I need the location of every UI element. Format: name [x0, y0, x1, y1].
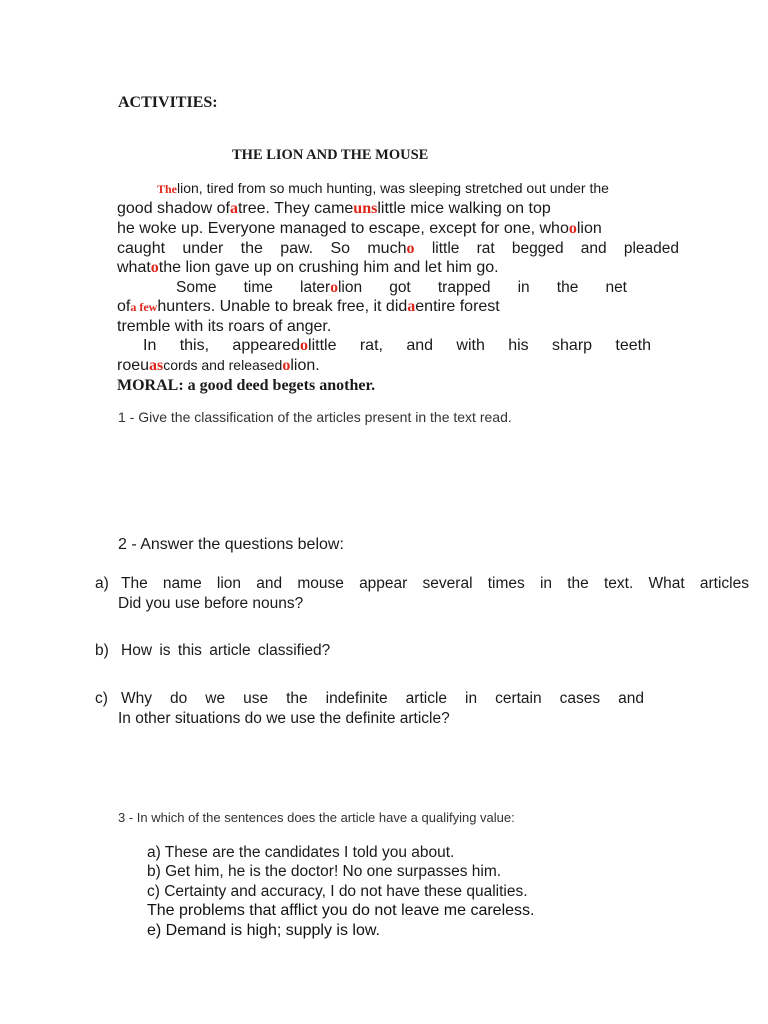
story-text: lion got trapped in the net: [337, 279, 627, 296]
story-line-4: [117, 240, 679, 258]
article-marker: The: [157, 182, 178, 196]
question-2c-line-1: Why do we use the indefinite article in certain cases and: [121, 690, 644, 707]
story-line-3: [117, 220, 602, 238]
article-marker: o: [568, 220, 577, 237]
story-line-9: [143, 337, 651, 355]
article-marker: a: [229, 200, 238, 217]
story-text: In this, appeared: [143, 337, 301, 354]
article-marker: as: [149, 357, 164, 374]
article-marker: o: [330, 279, 338, 296]
article-marker: o: [300, 337, 309, 354]
story-line-5: [117, 259, 499, 277]
question-3-option: e) Demand is high; supply is low.: [147, 922, 380, 939]
story-text: of: [117, 298, 131, 315]
article-marker: a few: [130, 300, 158, 314]
question-3-option: c) Certainty and accuracy, I do not have these qualities.: [147, 883, 528, 900]
article-marker: uns: [353, 200, 378, 217]
question-2c-line-2: In other situations do we use the definite article?: [118, 710, 450, 727]
question-3-option: The problems that afflict you do not leave me careless.: [147, 902, 535, 919]
question-2c-marker: c): [95, 690, 108, 707]
story-text: hunters. Unable to break free, it did: [157, 298, 408, 315]
story-line-1: [157, 180, 609, 197]
question-2a-marker: a): [95, 575, 109, 592]
activities-heading: ACTIVITIES:: [118, 94, 218, 111]
article-marker: a: [407, 298, 416, 315]
article-marker: o: [150, 259, 159, 276]
story-text: cords and released: [163, 357, 283, 373]
question-3-option: b) Get him, he is the doctor! No one surpasses him.: [147, 863, 502, 880]
story-text: little mice walking on top: [377, 200, 551, 217]
story-line-2: [117, 200, 551, 218]
story-text: he woke up. Everyone managed to escape, except for one, who: [117, 220, 569, 237]
story-text: what: [117, 259, 151, 276]
story-text: roe: [117, 357, 141, 374]
question-3-option: a) These are the candidates I told you about.: [147, 844, 455, 861]
story-text: lion: [576, 220, 602, 237]
story-title: THE LION AND THE MOUSE: [232, 147, 429, 163]
story-text: little rat begged and pleaded: [431, 240, 679, 257]
story-text: good shadow of: [117, 200, 230, 217]
story-line-8: tremble with its roars of anger.: [117, 318, 332, 335]
question-2a-line-1: The name lion and mouse appear several times in the text. What articles: [121, 575, 749, 592]
question-1: 1 - Give the classification of the articles present in the text read.: [118, 409, 512, 425]
story-line-6: [176, 279, 627, 297]
question-3: 3 - In which of the sentences does the article have a qualifying value:: [118, 810, 515, 825]
article-marker: o: [406, 240, 415, 257]
question-2b-marker: b): [95, 642, 109, 659]
story-text: Some time later: [176, 279, 331, 296]
story-text: little rat, and with his sharp teeth: [308, 337, 651, 354]
question-2b: How is this article classified?: [121, 642, 331, 659]
story-text: lion, tired from so much hunting, was sleeping stretched out under the: [177, 180, 609, 196]
story-line-10: [117, 357, 320, 375]
story-line-7: [117, 298, 500, 316]
story-text: caught under the paw. So much: [117, 240, 407, 257]
question-2: 2 - Answer the questions below:: [118, 536, 344, 553]
moral-line: MORAL: a good deed begets another.: [117, 377, 376, 394]
story-text: lion.: [290, 357, 320, 374]
story-text: entire forest: [415, 298, 500, 315]
story-text: tree. They came: [237, 200, 354, 217]
question-2a-line-2: Did you use before nouns?: [118, 595, 304, 612]
article-marker: o: [282, 357, 291, 374]
story-text: the lion gave up on crushing him and let him go.: [158, 259, 499, 276]
story-text: u: [140, 357, 150, 374]
